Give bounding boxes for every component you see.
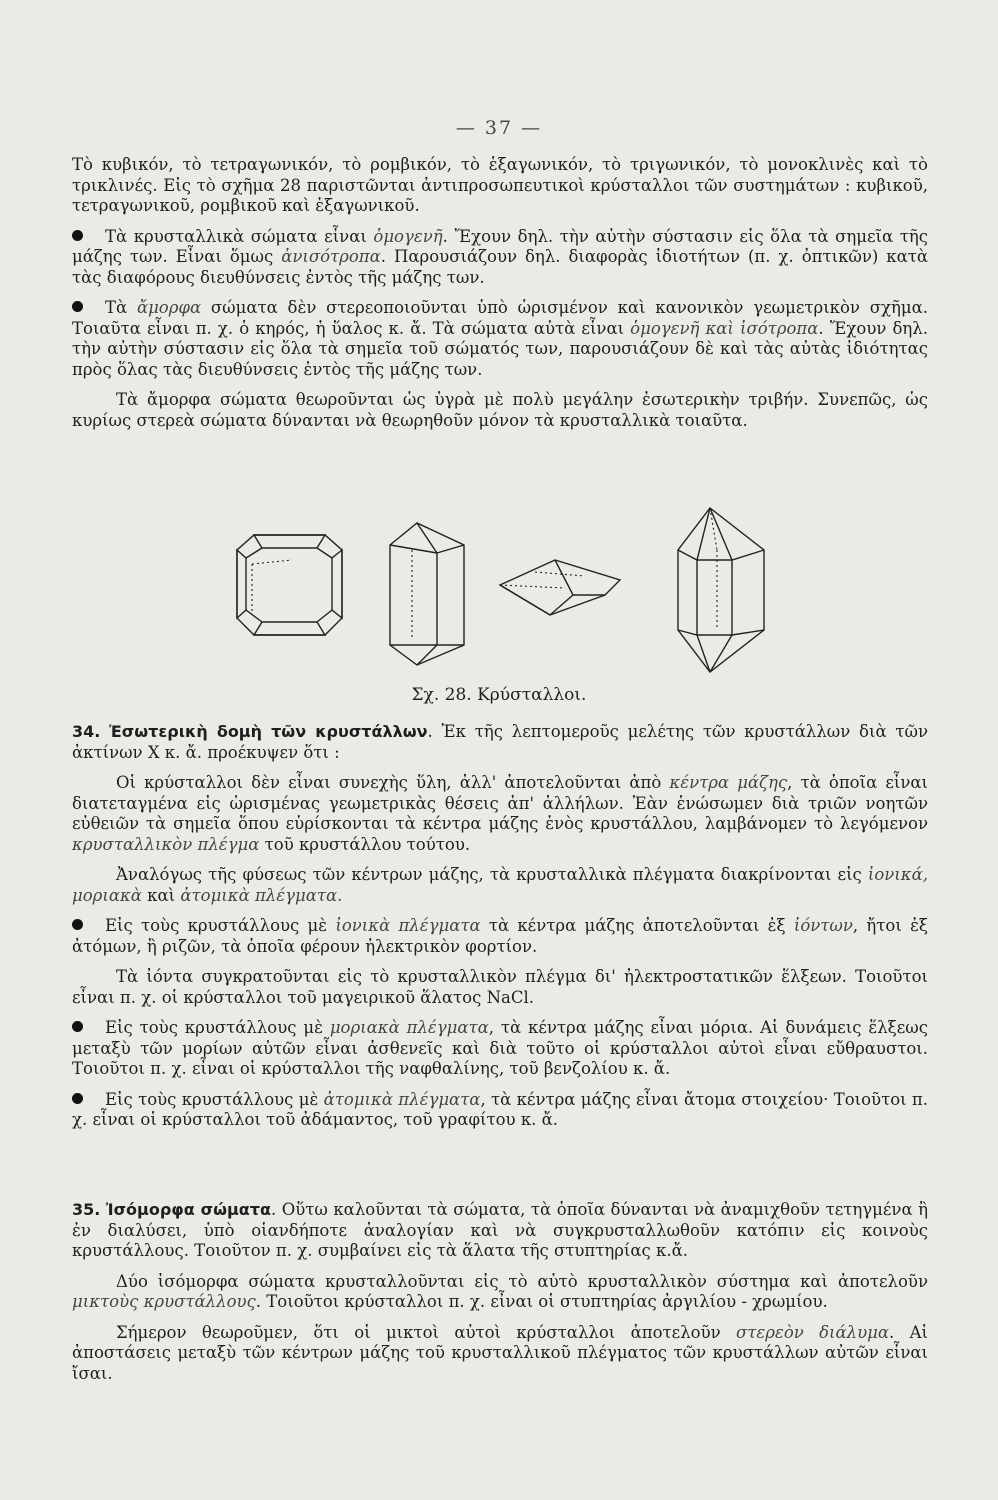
section-34-paragraph-3: Ἀναλόγως τῆς φύσεως τῶν κέντρων μάζης, τὰ κρυσταλλικὰ πλέγματα διακρίνονται εἰς ἰονικά, μοριακὰ καὶ ἀτομικὰ πλέγματα. [72,865,928,905]
intro-paragraph-4: Τὰ ἄμορφα σώματα θεωροῦνται ὡς ὑγρὰ μὲ πολὺ μεγάλην ἐσωτερικὴν τριβήν. Συνεπῶς, ὡς κυρίως στερεὰ σώματα δύνανται νὰ θεωρηθοῦν μόνον τὰ κρυσταλλικὰ τοιαῦτα. [72,390,928,430]
section-34-intro: 34. Ἐσωτερικὴ δομὴ τῶν κρυστάλλων. Ἐκ τῆς λεπτομεροῦς μελέτης τῶν κρυστάλλων διὰ τῶν ἀκτίνων Χ κ. ἄ. προέκυψεν ὅτι : [72,722,928,762]
section-35-paragraph-2: Δύο ἰσόμορφα σώματα κρυσταλλοῦνται εἰς τὸ αὐτὸ κρυσταλλικὸν σύστημα καὶ ἀποτελοῦν μικτοὺς κρυστάλλους. Τοιοῦτοι κρύσταλλοι π. χ. εἶναι οἱ στυπτηρίας ἀργιλίου - χρωμίου. [72,1271,928,1311]
page-number: — 37 — [455,117,543,139]
intro-paragraph-2: Τὰ κρυσταλλικὰ σώματα εἶναι ὁμογενῆ. Ἔχουν δηλ. τὴν αὐτὴν σύστασιν εἰς ὅλα τὰ σημεῖα τῆς μάζης των. Εἶναι ὅμως ἀνισότροπα. Παρουσιάζουν δηλ. διαφορὰς ἰδιοτήτων (π. χ. ὀπτικῶν) κατὰ τὰς διαφόρους διευθύνσεις ἐντὸς τῆς μάζης των. [72,226,928,287]
cubic-crystal-figure [232,530,347,640]
intro-paragraph-1: Τὸ κυβικόν, τὸ τετραγωνικόν, τὸ ρομβικόν, τὸ ἑξαγωνικόν, τὸ τριγωνικόν, τὸ μονοκλινὲς καὶ τὸ τρικλινές. Εἰς τὸ σχῆμα 28 παριστῶνται ἀντιπροσωπευτικοὶ κρύσταλλοι τῶν συστημάτων : κυβικοῦ, τετραγωνικοῦ, ρομβικοῦ καὶ ἑξαγωνικοῦ. [72,155,928,215]
section-34-paragraph-2: Οἱ κρύσταλλοι δὲν εἶναι συνεχὴς ὕλη, ἀλλ' ἀποτελοῦνται ἀπὸ κέντρα μάζης, τὰ ὁποῖα εἶναι διατεταγμένα εἰς ὡρισμένας γεωμετρικὰς θέσεις ἀπ' ἀλλήλων. Ἐὰν ἑνώσωμεν διὰ τριῶν νοητῶν εὐθειῶν τὰ σημεῖα ὅπου εὑρίσκονται τὰ κέντρα μάζης ἑνὸς κρυστάλλου, λαμβάνομεν τὸ λεγόμενον κρυσταλλικὸν πλέγμα τοῦ κρυστάλλου τούτου. [72,773,928,854]
section-34-title: Ἐσωτερικὴ δομὴ τῶν κρυστάλλων [109,722,428,741]
hexagonal-crystal-figure [672,505,772,675]
section-35-intro: 35. Ἰσόμορφα σώματα. Οὕτω καλοῦνται τὰ σώματα, τὰ ὁποῖα δύνανται νὰ ἀναμιχθοῦν τετηγμένα ἢ ἐν διαλύσει, ὑπὸ οἱανδήποτε ἀναλογίαν καὶ νὰ συγκρυσταλλωθοῦν κατόπιν εἰς κοινοὺς κρυστάλλους. Τοιοῦτον π. χ. συμβαίνει εἰς τὰ ἅλατα τῆς στυπτηρίας κ.ἄ. [72,1200,928,1260]
section-34-ionic-paragraph-2: Τὰ ἰόντα συγκρατοῦνται εἰς τὸ κρυσταλλικὸν πλέγμα δι' ἠλεκτροστατικῶν ἕλξεων. Τοιοῦτοι εἶναι π. χ. οἱ κρύσταλλοι τοῦ μαγειρικοῦ ἅλατος NaCl. [72,967,928,1007]
crystal-figures [0,505,998,675]
section-35-number: 35. [72,1200,101,1219]
section-34 [72,722,928,1141]
section-35 [72,1200,928,1394]
intro-paragraph-3: Τὰ ἄμορφα σώματα δὲν στερεοποιοῦνται ὑπὸ ὡρισμένον καὶ κανονικὸν γεωμετρικὸν σχῆμα. Τοιαῦτα εἶναι π. χ. ὁ κηρός, ἡ ὕαλος κ. ἄ. Τὰ σώματα αὐτὰ εἶναι ὁμογενῆ καὶ ἰσότροπα. Ἔχουν δηλ. τὴν αὐτὴν σύστασιν εἰς ὅλα τὰ σημεῖα τοῦ σώματός των, παρουσιάζουν δὲ καὶ τὰς αὐτὰς ἰδιότητας πρὸς ὅλας τὰς διευθύνσεις ἐντὸς τῆς μάζης των. [72,298,929,379]
section-34-bullet-atomic: Εἰς τοὺς κρυστάλλους μὲ ἀτομικὰ πλέγματα, τὰ κέντρα μάζης εἶναι ἄτομα στοιχείου· Τοιοῦτοι π. χ. εἶναι οἱ κρύσταλλοι τοῦ ἀδάμαντος, τοῦ γραφίτου κ. ἄ. [72,1089,929,1129]
section-35-title: Ἰσόμορφα σώματα [105,1200,271,1219]
intro-text [72,155,928,441]
section-34-bullet-molecular: Εἰς τοὺς κρυστάλλους μὲ μοριακὰ πλέγματα, τὰ κέντρα μάζης εἶναι μόρια. Αἱ δυνάμεις ἕλξεως μεταξὺ τῶν μορίων αὐτῶν εἶναι ἀσθενεῖς καὶ διὰ τοῦτο οἱ κρύσταλλοι αὐτοὶ εἶναι εὔθραυστοι. Τοιοῦτοι π. χ. εἶναι οἱ κρύσταλλοι τῆς ναφθαλίνης, τοῦ βενζολίου κ. ἄ. [72,1018,928,1078]
tetragonal-crystal-figure [382,515,472,670]
section-35-paragraph-3: Σήμερον θεωροῦμεν, ὅτι οἱ μικτοὶ αὐτοὶ κρύσταλλοι ἀποτελοῦν στερεὸν διάλυμα. Αἱ ἀποστάσεις μεταξὺ τῶν κέντρων μάζης τοῦ κρυσταλλικοῦ πλέγματος τῶν κρυστάλλων αὐτῶν εἶναι ἴσαι. [72,1322,929,1383]
figure-caption: Σχ. 28. Κρύσταλλοι. [411,685,587,705]
section-34-number: 34. [72,722,101,741]
rhombic-crystal-figure [495,550,625,620]
section-34-bullet-ionic: Εἰς τοὺς κρυστάλλους μὲ ἰονικὰ πλέγματα τὰ κέντρα μάζης ἀποτελοῦνται ἐξ ἰόντων, ἤτοι ἐξ ἀτόμων, ἢ ριζῶν, τὰ ὁποῖα φέρουν ἠλεκτρικὸν φορτίον. [72,916,929,956]
